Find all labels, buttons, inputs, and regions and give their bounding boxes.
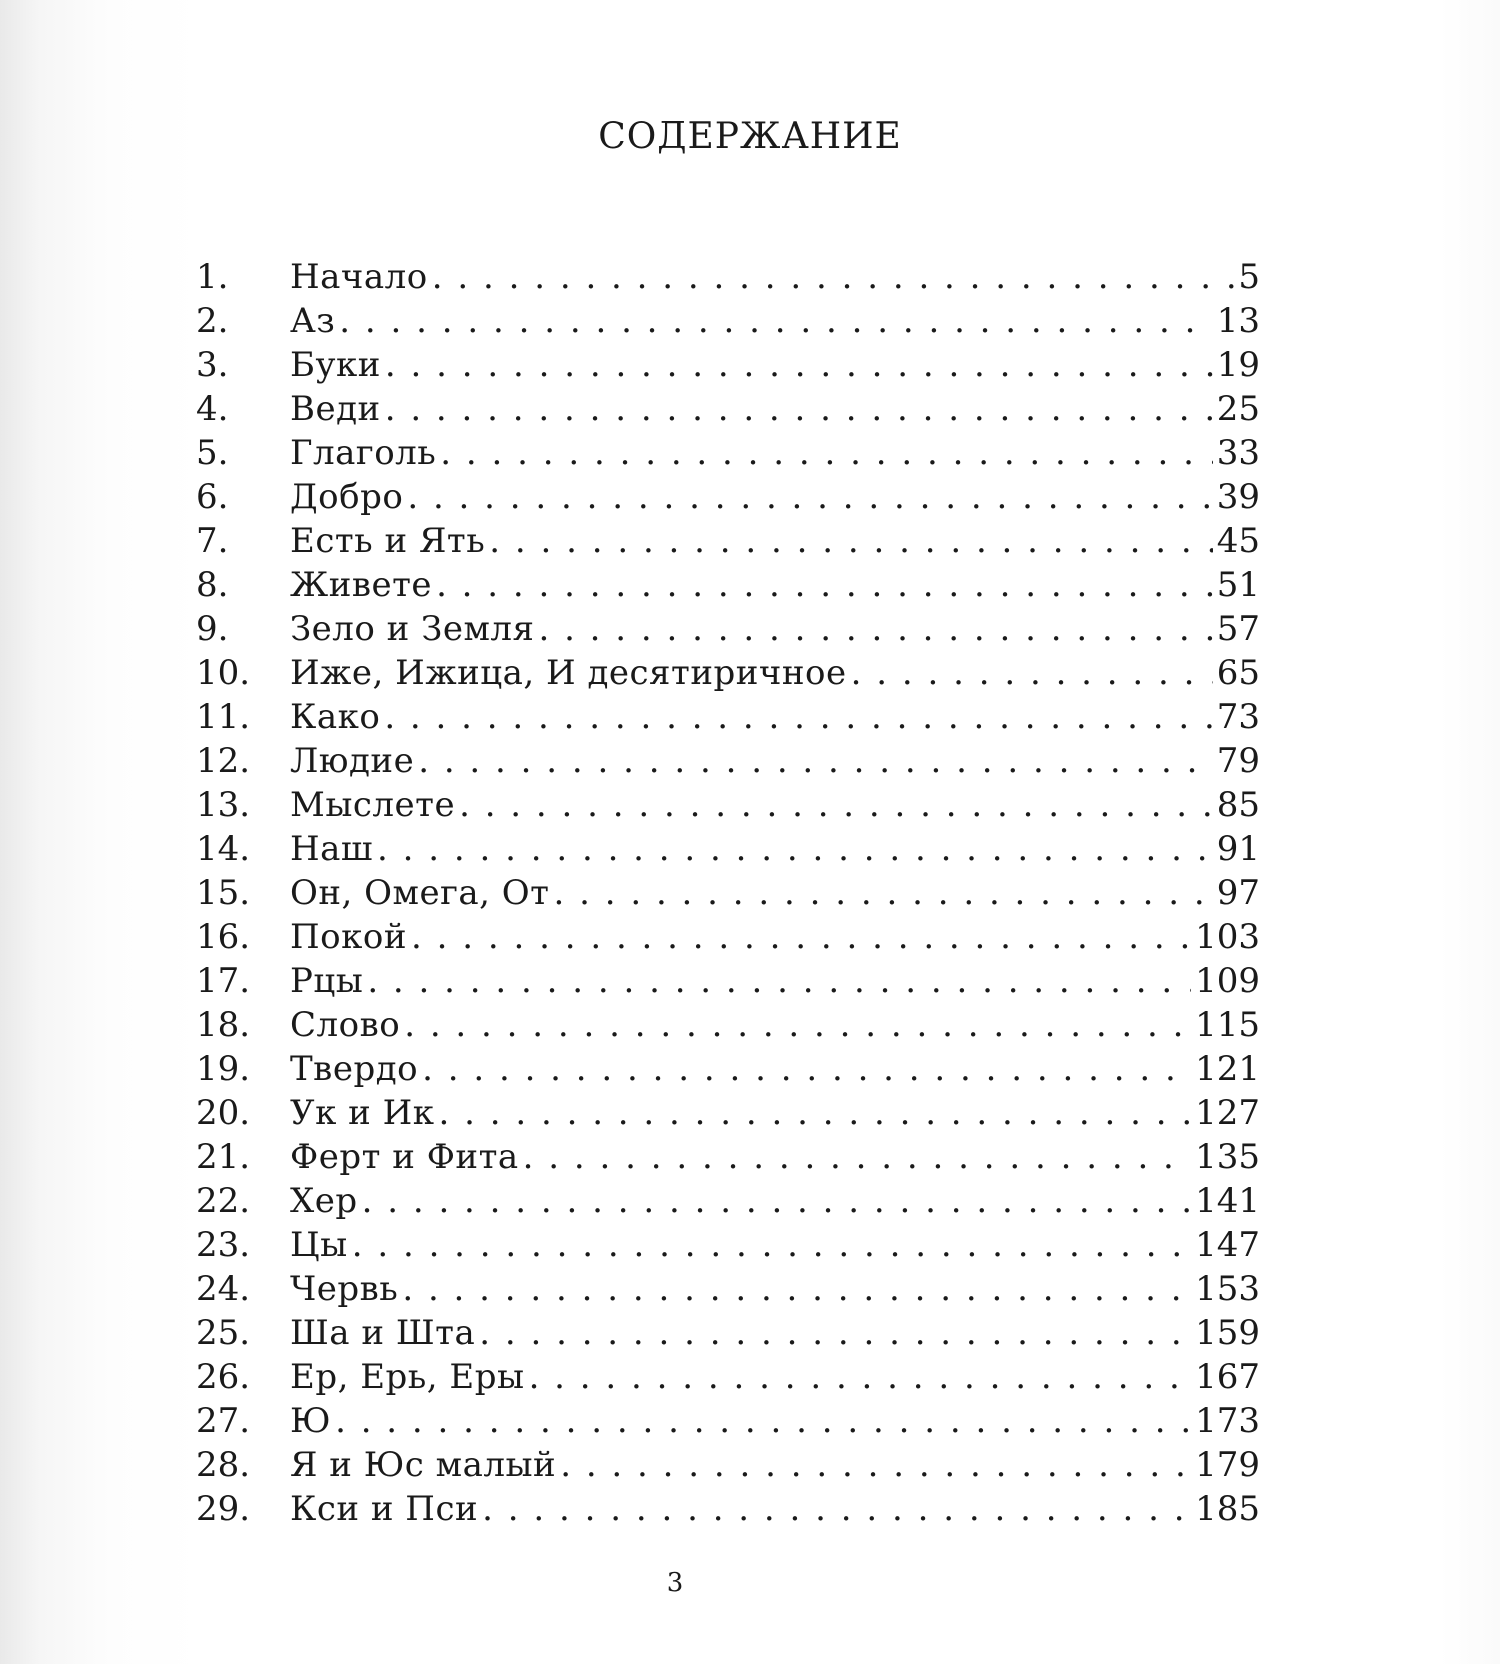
toc-entry-page: 179 [1195, 1445, 1260, 1485]
toc-entry-page: 85 [1216, 785, 1260, 825]
toc-entry-number: 8. [196, 565, 229, 605]
toc-entry-title: Живете [290, 565, 433, 605]
toc-entry-number: 5. [196, 433, 229, 473]
toc-entry [196, 1355, 1260, 1399]
toc-entry [196, 431, 1260, 475]
dot-leader [335, 1399, 1191, 1443]
toc-entry [196, 1443, 1260, 1487]
toc-entry-title: Рцы [290, 961, 364, 1001]
dot-leader [538, 607, 1212, 651]
dot-leader [407, 475, 1212, 519]
toc-entry-number: 24. [196, 1269, 251, 1309]
toc-entry [196, 607, 1260, 651]
toc-entry-number: 29. [196, 1489, 251, 1529]
page-number: 3 [666, 1568, 684, 1598]
toc-entry-page: 109 [1195, 961, 1260, 1001]
dot-leader [352, 1223, 1191, 1267]
toc-entry-page: 173 [1195, 1401, 1260, 1441]
toc-entry-page: 39 [1216, 477, 1260, 517]
toc-entry-title: Начало [290, 257, 428, 297]
dot-leader [402, 1267, 1191, 1311]
toc-entry-page: 25 [1216, 389, 1260, 429]
toc-entry [196, 255, 1260, 299]
toc-entry-title: Ю [290, 1401, 332, 1441]
dot-leader [479, 1311, 1191, 1355]
toc-entry-number: 27. [196, 1401, 251, 1441]
dot-leader [404, 1003, 1191, 1047]
toc-entry-title: Ук и Ик [290, 1093, 435, 1133]
toc-entry [196, 783, 1260, 827]
toc-entry-number: 10. [196, 653, 251, 693]
toc-entry [196, 1311, 1260, 1355]
toc-entry [196, 1047, 1260, 1091]
toc-entry-page: 97 [1216, 873, 1260, 913]
toc-entry-page: 153 [1195, 1269, 1260, 1309]
toc-entry-number: 15. [196, 873, 251, 913]
toc-entry-number: 7. [196, 521, 229, 561]
toc-entry [196, 1003, 1260, 1047]
toc-entry-page: 45 [1216, 521, 1260, 561]
toc-entry-title: Глаголь [290, 433, 437, 473]
toc-entry-page: 65 [1216, 653, 1260, 693]
toc-entry [196, 1267, 1260, 1311]
toc-entry-page: 159 [1195, 1313, 1260, 1353]
dot-leader [367, 959, 1191, 1003]
toc-entry [196, 959, 1260, 1003]
toc-entry [196, 915, 1260, 959]
toc-entry-title: Ер, Ерь, Еры [290, 1357, 525, 1397]
toc-entry-title: Мыслете [290, 785, 456, 825]
toc-entry-number: 22. [196, 1181, 251, 1221]
toc-entry-title: Иже, Ижица, И десятиричное [290, 653, 847, 693]
toc-entry-title: Како [290, 697, 381, 737]
toc-entry-title: Слово [290, 1005, 401, 1045]
toc-entry-title: Твердо [290, 1049, 419, 1089]
toc-entry-title: Зело и Земля [290, 609, 535, 649]
dot-leader [385, 387, 1213, 431]
title-text: СОДЕРЖАНИЕ [598, 116, 902, 157]
toc-entry-page: 121 [1195, 1049, 1260, 1089]
toc-entry-page: 19 [1216, 345, 1260, 385]
dot-leader [560, 1443, 1191, 1487]
dot-leader [422, 1047, 1191, 1091]
dot-leader [489, 519, 1212, 563]
toc-entry [196, 475, 1260, 519]
dot-leader [385, 343, 1213, 387]
toc-entry-number: 6. [196, 477, 229, 517]
toc-entry-title: Аз [290, 301, 336, 341]
dot-leader [529, 1355, 1192, 1399]
toc-entry-title: Хер [290, 1181, 358, 1221]
toc-entry-page: 79 [1216, 741, 1260, 781]
toc-entry-page: 147 [1195, 1225, 1260, 1265]
toc-entry-number: 26. [196, 1357, 251, 1397]
toc-entry-number: 16. [196, 917, 251, 957]
toc-entry-number: 21. [196, 1137, 251, 1177]
toc-entry-title: Есть и Ять [290, 521, 486, 561]
toc-entry-page: 103 [1195, 917, 1260, 957]
dot-leader [384, 695, 1212, 739]
toc-entry-page: 135 [1195, 1137, 1260, 1177]
toc-entry-number: 3. [196, 345, 229, 385]
toc-entry-page: 127 [1195, 1093, 1260, 1133]
toc-entry-number: 20. [196, 1093, 251, 1133]
toc-entry-number: 19. [196, 1049, 251, 1089]
toc-entry [196, 299, 1260, 343]
toc-entry [196, 343, 1260, 387]
dot-leader [418, 739, 1213, 783]
toc-entry [196, 1399, 1260, 1443]
toc-entry-title: Я и Юс малый [290, 1445, 557, 1485]
toc-entry-title: Он, Омега, От [290, 873, 550, 913]
toc-entry-title: Буки [290, 345, 381, 385]
toc-entry-page: 167 [1195, 1357, 1260, 1397]
toc-entry-title: Веди [290, 389, 381, 429]
toc-entry-page: 141 [1195, 1181, 1260, 1221]
toc-entry-page: 5 [1238, 257, 1260, 297]
toc-entry [196, 1487, 1260, 1531]
toc-entry-page: 91 [1216, 829, 1260, 869]
dot-leader [362, 1179, 1192, 1223]
dot-leader [377, 827, 1213, 871]
toc-entry-number: 23. [196, 1225, 251, 1265]
toc-entry-number: 25. [196, 1313, 251, 1353]
dot-leader [439, 1091, 1192, 1135]
dot-leader [411, 915, 1191, 959]
toc-entry [196, 1223, 1260, 1267]
dot-leader [482, 1487, 1191, 1531]
toc-entry-title: Добро [290, 477, 404, 517]
toc-entry-title: Ферт и Фита [290, 1137, 519, 1177]
toc-entry-page: 33 [1216, 433, 1260, 473]
toc-entry-title: Покой [290, 917, 408, 957]
toc-entry-page: 13 [1216, 301, 1260, 341]
dot-leader [851, 651, 1213, 695]
toc-entry-page: 185 [1195, 1489, 1260, 1529]
dot-leader [459, 783, 1213, 827]
toc-entry [196, 651, 1260, 695]
dot-leader [440, 431, 1212, 475]
toc-entry-number: 18. [196, 1005, 251, 1045]
toc-entry-title: Кси и Пси [290, 1489, 479, 1529]
toc-entry [196, 739, 1260, 783]
toc-entry-title: Цы [290, 1225, 348, 1265]
toc-entry-title: Червь [290, 1269, 399, 1309]
toc-entry-number: 2. [196, 301, 229, 341]
dot-leader [339, 299, 1212, 343]
toc-entry-number: 1. [196, 257, 229, 297]
toc-entry-number: 4. [196, 389, 229, 429]
table-of-contents [196, 255, 1260, 1531]
toc-entry [196, 871, 1260, 915]
toc-entry [196, 519, 1260, 563]
toc-entry [196, 827, 1260, 871]
toc-entry-page: 73 [1216, 697, 1260, 737]
dot-leader [523, 1135, 1191, 1179]
toc-entry-number: 28. [196, 1445, 251, 1485]
toc-entry [196, 695, 1260, 739]
dot-leader [432, 255, 1235, 299]
toc-entry-number: 11. [196, 697, 251, 737]
toc-entry [196, 1135, 1260, 1179]
dot-leader [553, 871, 1212, 915]
toc-entry [196, 387, 1260, 431]
toc-entry-title: Людие [290, 741, 415, 781]
page-title [0, 116, 1500, 157]
dot-leader [436, 563, 1213, 607]
toc-entry [196, 1179, 1260, 1223]
toc-entry-title: Наш [290, 829, 374, 869]
toc-entry-number: 9. [196, 609, 229, 649]
toc-entry-number: 12. [196, 741, 251, 781]
toc-entry-title: Ша и Шта [290, 1313, 476, 1353]
toc-entry [196, 563, 1260, 607]
toc-entry-number: 13. [196, 785, 251, 825]
toc-entry-page: 115 [1195, 1005, 1260, 1045]
toc-entry-page: 51 [1216, 565, 1260, 605]
toc-entry-number: 17. [196, 961, 251, 1001]
toc-entry-page: 57 [1216, 609, 1260, 649]
toc-entry [196, 1091, 1260, 1135]
toc-entry-number: 14. [196, 829, 251, 869]
